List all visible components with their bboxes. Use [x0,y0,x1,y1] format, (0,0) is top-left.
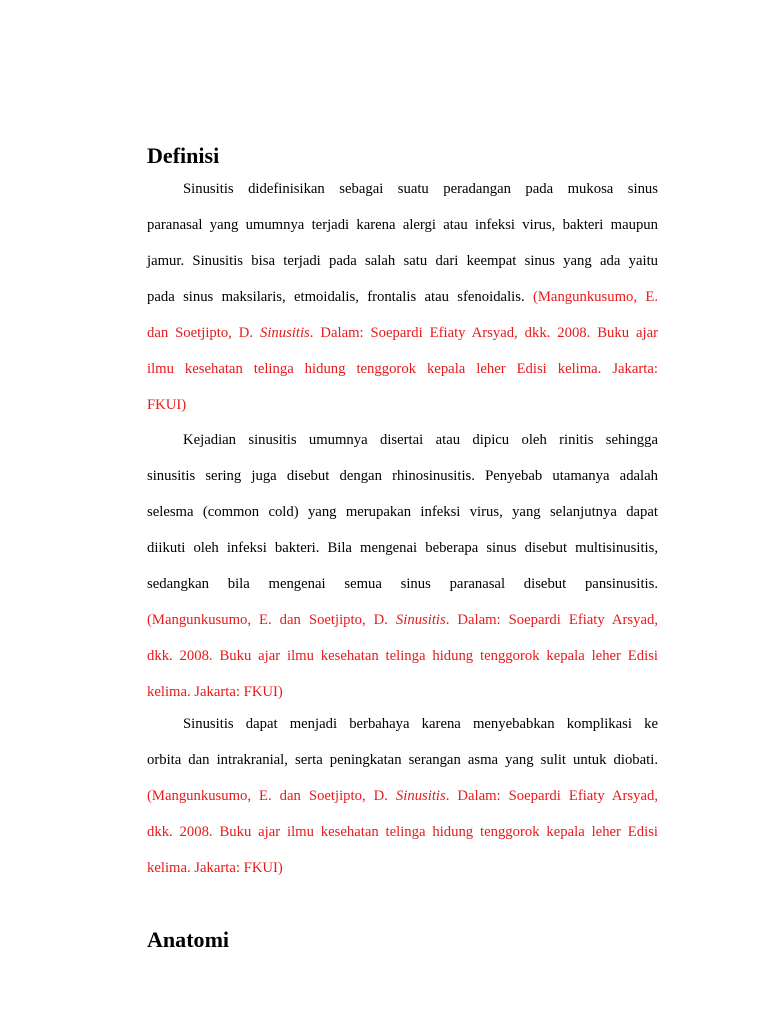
paragraph-line: pada sinus maksilaris, etmoidalis, frontalis atau sfenoidalis. (Mangunkusumo, E. [147,289,659,305]
section-heading-definisi: Definisi [147,143,220,168]
paragraph-line: Kejadian sinusitis umumnya disertai atau dipicu oleh rinitis sehingga [183,432,658,448]
paragraph-incidence [147,422,658,710]
citation-line: (Mangunkusumo, E. dan Soetjipto, D. Sinusitis. Dalam: Soepardi Efiaty Arsyad, [147,788,659,804]
citation-line: dkk. 2008. Buku ajar ilmu kesehatan telinga hidung tenggorok kepala leher Edisi [147,824,658,840]
paragraph-line: orbita dan intrakranial, serta peningkatan serangan asma yang sulit untuk diobati. [147,752,658,768]
paragraph-line: sinusitis sering juga disebut dengan rhinosinusitis. Penyebab utamanya adalah [147,468,658,484]
citation-line: dkk. 2008. Buku ajar ilmu kesehatan telinga hidung tenggorok kepala leher Edisi [147,648,658,664]
citation-line: kelima. Jakarta: FKUI) [147,684,283,700]
citation-line: dan Soetjipto, D. Sinusitis. Dalam: Soepardi Efiaty Arsyad, dkk. 2008. Buku ajar [147,325,658,341]
citation-title-italic: Sinusitis [395,612,446,628]
paragraph-line: diikuti oleh infeksi bakteri. Bila mengenai beberapa sinus disebut multisinusitis, [147,540,658,556]
citation-line: ilmu kesehatan telinga hidung tenggorok kepala leher Edisi kelima. Jakarta: [147,361,658,377]
paragraph-line: paranasal yang umumnya terjadi karena alergi atau infeksi virus, bakteri maupun [147,217,658,233]
citation-title-italic: Sinusitis [395,788,446,804]
paragraph-line: sedangkan bila mengenai semua sinus paranasal disebut pansinusitis. [147,576,658,592]
paragraph-line: selesma (common cold) yang merupakan infeksi virus, yang selanjutnya dapat [147,504,658,520]
citation-text: (Mangunkusumo, E. [532,289,659,305]
citation-title-italic: Sinusitis [259,325,310,341]
paragraph-line: Sinusitis dapat menjadi berbahaya karena menyebabkan komplikasi ke [183,716,658,732]
citation-line: (Mangunkusumo, E. dan Soetjipto, D. Sinusitis. Dalam: Soepardi Efiaty Arsyad, [147,612,659,628]
section-heading-anatomi: Anatomi [147,927,230,952]
paragraph-line: Sinusitis didefinisikan sebagai suatu peradangan pada mukosa sinus [183,181,658,197]
paragraph-line: jamur. Sinusitis bisa terjadi pada salah satu dari keempat sinus yang ada yaitu [147,253,658,269]
citation-line: FKUI) [147,397,187,413]
paragraph-definition [147,171,658,423]
citation-line: kelima. Jakarta: FKUI) [147,860,283,876]
paragraph-complications [147,706,658,886]
